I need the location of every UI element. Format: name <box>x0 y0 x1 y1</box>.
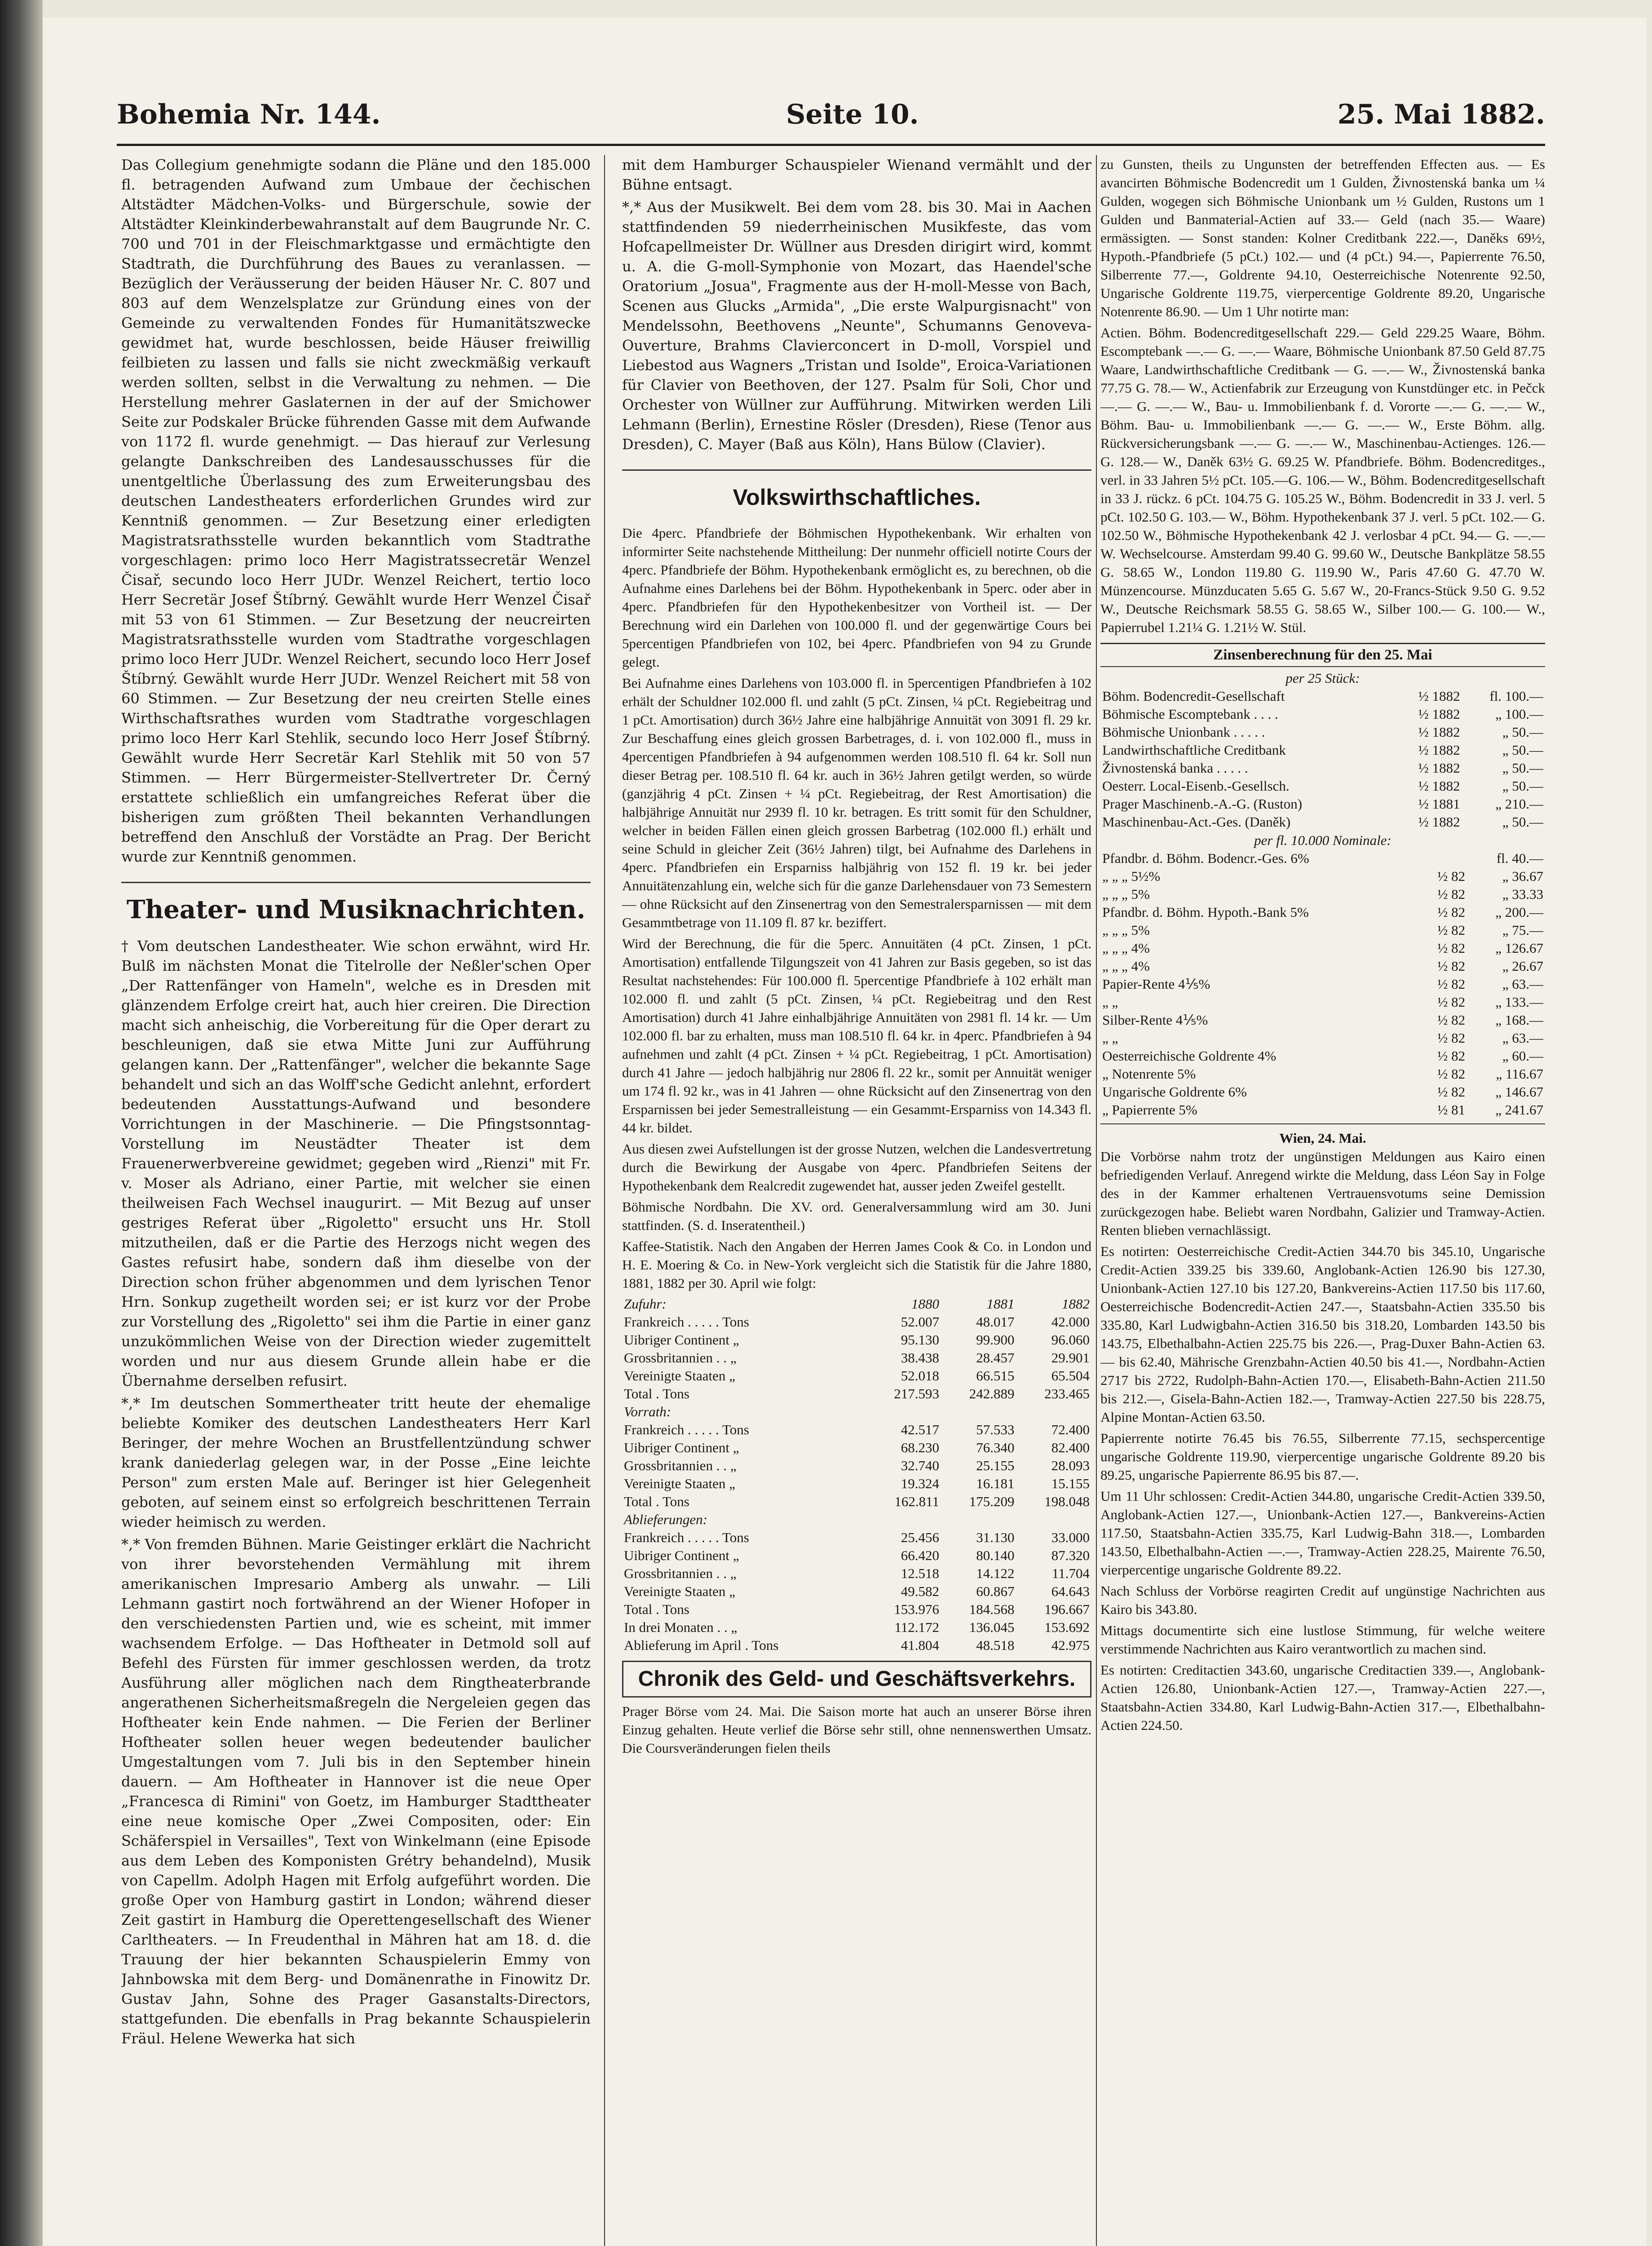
table-row <box>1100 1083 1545 1101</box>
interest-amount: „ 63.— <box>1502 976 1543 992</box>
table-row <box>622 1600 1091 1618</box>
cell-value: 52.007 <box>901 1314 940 1330</box>
cell-value: 242.889 <box>969 1386 1015 1402</box>
table-row <box>1100 759 1545 777</box>
interest-amount: „ 200.— <box>1495 904 1543 920</box>
table-row <box>622 1511 1091 1529</box>
cell-value: 95.130 <box>901 1332 940 1348</box>
security-name: „ Papierrente 5% <box>1102 1102 1197 1118</box>
security-name: Pfandbr. d. Böhm. Hypoth.-Bank 5% <box>1102 904 1309 920</box>
page-header <box>117 90 1545 139</box>
ablieferungen-rows <box>622 1529 1091 1654</box>
due-date: ½ 1882 <box>1418 778 1460 794</box>
cell-value: 184.568 <box>969 1601 1015 1617</box>
table-row <box>1100 849 1545 867</box>
prager-boerse-paragraph: Prager Börse vom 24. Mai. Die Saison morte hat auch an unserer Börse ihren Einzug gehalten. Heute verlief die Börse sehr still, ohne nennenswerthen Umsatz. Die Coursveränderungen fielen theils <box>622 1703 1091 1756</box>
row-label: Vereinigte Staaten „ <box>624 1368 735 1384</box>
table-row <box>622 1421 1091 1439</box>
security-name: „ „ „ 5% <box>1102 922 1150 938</box>
final-quotes-paragraph: Es notirten: Creditactien 343.60, ungarische Creditactien 339.—, Anglobank-Actien 126.80, Unionbank-Actien 127.—, Tramway-Actien 227.—, Staatsbahn-Actien 334.80, Karl Ludwig-Bahn-Actien 317.—, Elbethalbahn-Actien 224.50. <box>1100 1662 1545 1733</box>
interest-amount: „ 210.— <box>1495 796 1543 812</box>
theater-section-heading: Theater- und Musiknachrichten. <box>121 882 591 925</box>
table-row <box>1100 993 1545 1011</box>
table-row <box>1100 939 1545 957</box>
table-row <box>1100 741 1545 759</box>
coffee-statistics-table <box>622 1295 1091 1654</box>
table-row <box>1100 777 1545 795</box>
due-date <box>1419 849 1467 867</box>
nach-schluss-paragraph: Nach Schluss der Vorbörse reagirten Credit auf ungünstige Nachrichten aus Kairo bis 343.80. <box>1100 1583 1545 1617</box>
boerse-continuation-paragraph: zu Gunsten, theils zu Ungunsten der betreffenden Effecten aus. — Es avancirten Böhmische Bodencredit um 1 Gulden, Živnostenská banka um ¼ Gulden, wogegen sich Böhmische Unionbank um ½ Gulden, Rustons um 1 Gulden und Banmaterial-Actien auf 33.— Geld (nach 35.— Waare) ermässigten. — Sonst standen: Kolner Creditbank 222.—, Daněks 69½, Hypoth.-Pfandbriefe (5 pCt.) 102.— und (4 pCt.) 94.—, Papierrente 76.50, Silberrente 77.—, Goldrente 94.10, Oesterreichische Notenrente 92.50, Ungarische Goldrente 119.75, vierpercentige Goldrente 89.20, Ungarische Notenrente 86.90. — Um 1 Uhr notirte man: <box>1100 156 1545 319</box>
security-name: „ „ „ 5½% <box>1102 868 1161 884</box>
table-row <box>622 1547 1091 1565</box>
interest-amount: „ 50.— <box>1502 778 1543 794</box>
cell-value: 25.155 <box>976 1458 1015 1473</box>
security-name: Ungarische Goldrente 6% <box>1102 1084 1247 1100</box>
divider <box>1100 1123 1545 1124</box>
security-name: Oesterr. Local-Eisenb.-Gesellsch. <box>1102 778 1290 794</box>
table-row <box>1100 1047 1545 1065</box>
berechnung-paragraph: Wird der Berechnung, die für die 5perc. Annuitäten (4 pCt. Zinsen, 1 pCt. Amortisation) entfallende Tilgungszeit von 41 Jahren zur Basis gegeben, so ist das Resultat nachstehendes: Für 100.000 fl. 5percentige Pfandbriefe à 102 erhält man 102.000 fl. und zahlt (5 pCt. Zinsen, ¼ pCt. Regiebeitrag und den Rest Amortisation) durch 41 Jahre einhalbjährige Annuitäten von 2981 fl. 14 kr. — Um 102.000 fl. bar zu erhalten, muss man 108.510 fl. 64 kr. in 4perc. Pfandbriefen à 94 aufnehmen und zahlt (4 pCt. Zinsen + ¼ pCt. Regiebeitrag, 1 pCt. Amortisation) durch 41 Jahre — jedoch halbjährig nur 2806 fl. 22 kr., somit per Annuität weniger um 174 fl. 92 kr., was in 41 Jahren — ohne Rücksicht auf den Zinsenertrag von den Ersparnissen bei jeder Semestralleistung — ein Gesammt-Ersparniss von 14.343 fl. 44 kr. bildet. <box>622 936 1091 1136</box>
security-name: „ „ „ 4% <box>1102 958 1150 974</box>
due-date: ½ 82 <box>1437 1066 1466 1082</box>
cell-value: 233.465 <box>1044 1386 1090 1402</box>
security-name: „ „ „ 4% <box>1102 940 1150 956</box>
interest-amount: „ 168.— <box>1495 1012 1543 1028</box>
vorrath-label: Vorrath: <box>624 1404 671 1419</box>
schluss-paragraph: Um 11 Uhr schlossen: Credit-Actien 344.80, ungarische Credit-Actien 339.50, Anglobank-Actien 127.—, Unionbank-Actien 127.—, Bankvereins-Actien 117.50, Staatsbahn-Actien 335.75, Karl Ludwig-Bahn 318.—, Lombarden 143.50, Elbethalbahn-Actien —.—, Tramway-Actien 228.25, Mairente 76.50, vierpercentige ungarische Goldrente 89.22. <box>1100 1488 1545 1578</box>
due-date: ½ 82 <box>1437 1048 1466 1064</box>
cell-value: 41.804 <box>901 1637 940 1653</box>
row-label: Uibriger Continent „ <box>624 1547 739 1563</box>
table-row <box>622 1493 1091 1511</box>
row-label: In drei Monaten . . „ <box>624 1619 738 1635</box>
due-date: ½ 1882 <box>1418 814 1460 830</box>
table-row <box>622 1439 1091 1457</box>
interest-amount: „ 50.— <box>1502 724 1543 740</box>
table-row <box>622 1583 1091 1600</box>
zinsen-heading: Zinsenberechnung für den 25. Mai <box>1100 643 1545 667</box>
row-label: Ablieferung im April . Tons <box>624 1637 779 1653</box>
table-row <box>1100 1065 1545 1083</box>
row-label: Total . Tons <box>624 1494 689 1509</box>
cell-value: 28.093 <box>1051 1458 1090 1473</box>
due-date: ½ 1882 <box>1418 706 1460 722</box>
kaffee-paragraph: Kaffee-Statistik. Nach den Angaben der Herren James Cook & Co. in London und H. E. Moering & Co. in New-York vergleicht sich die Statistik für die Jahre 1880, 1881, 1882 per 30. April wie folgt: <box>622 1238 1091 1291</box>
page-number: Seite 10. <box>786 99 919 130</box>
table-row <box>1100 705 1545 723</box>
table-row <box>622 1636 1091 1654</box>
interest-amount: „ 116.67 <box>1496 1066 1543 1082</box>
security-name: Böhm. Bodencredit-Gesellschaft <box>1102 688 1285 704</box>
ablieferungen-label: Ablieferungen: <box>624 1512 707 1527</box>
interest-amount: „ 100.— <box>1495 706 1543 722</box>
row-label: Total . Tons <box>624 1601 689 1617</box>
table-row <box>1100 813 1545 831</box>
year-header: 1882 <box>1062 1296 1090 1312</box>
cell-value: 15.155 <box>1051 1476 1090 1491</box>
darlehen-paragraph: Bei Aufnahme eines Darlehens von 103.000 fl. in 5percentigen Pfandbriefen à 102 erhält der Schuldner 102.000 fl. und zahlt (5 pCt. Zinsen, ¼ pCt. Regiebeitrag und 1 pCt. Amortisation) durch 36½ Jahre eine halbjährige Annuität von 3091 fl. 29 kr. Zur Beschaffung eines gleich grossen Barbetrages, d. i. von 102.000 fl., muss in 4percentigen Pfandbriefen à 94 aufgenommen werden 108.510 fl. 64 kr. Soll nun dieser Betrag per. 108.510 fl. 64 kr. auch in 36½ Jahren getilgt werden, so würde (ganzjährig 4 pCt. Zinsen + ¼ pCt. Regiebeitrag, der Rest Amortisation) die halbjährige Annuität nur 2939 fl. 10 kr. betragen. Es tritt somit für den Schuldner, welcher in beiden Fällen einen gleich grossen Barbetrag (102.000 fl.) erhält und seine Schuld in gleicher Zeit (36½ Jahren) tilgt, bei Aufnahme des Darlehens in 4perc. Pfandbriefen ein Ersparniss halbjährig von 152 fl. 19 kr. bei jeder Annuitätenzahlung ein, welche sich für die ganze Darlehensdauer von 73 Semestern — ohne Rücksicht auf den Zinsenertrag von den Semestralersparnissen — mit dem Gesammtbetrage von 11.109 fl. 87 kr. beziffert. <box>622 675 1091 930</box>
security-name: Oesterreichische Goldrente 4% <box>1102 1048 1277 1064</box>
due-date: ½ 82 <box>1437 1030 1466 1046</box>
cell-value: 42.975 <box>1051 1637 1090 1653</box>
header-rule <box>117 144 1545 146</box>
column-3 <box>1100 155 1545 2246</box>
cell-value: 48.518 <box>976 1637 1015 1653</box>
cell-value: 136.045 <box>969 1619 1015 1635</box>
cell-value: 96.060 <box>1051 1332 1090 1348</box>
chronik-section-heading: Chronik des Geld- und Geschäftsverkehrs. <box>622 1661 1091 1698</box>
column-1 <box>121 155 591 2246</box>
fremde-buehnen-paragraph: *,* Von fremden Bühnen. Marie Geistinger erklärt die Nachricht von ihrer bevorstehenden Vermählung mit ihrem amerikanischen Impresario Amberg als unwahr. — Lili Lehmann gastirt noch fortwährend an der Wiener Hofoper in den verschiedensten Partien und, wie es scheint, mit immer wachsendem Erfolge. — Das Hoftheater in Detmold soll auf Befehl des Fürsten für immer geschlossen werden, da trotz Ausführung aller möglichen nach dem Ringtheaterbrande angerathenen Sicherheitsmaßregeln die Nergeleien gegen das Hoftheater kein Ende nahmen. — Die Ferien der Berliner Hoftheater sollen heuer wegen bedeutender baulicher Umgestaltungen vom 7. Juli bis in den September hinein dauern. — Am Hoftheater in Hannover ist die neue Oper „Francesca di Rimini" von Goetz, im Hamburger Stadttheater eine neue komische Oper „Zwei Compositen, oder: Ein Schäferspiel in Versailles", Text von Winkelmann (eine Episode aus dem Leben des Komponisten Grétry behandelnd), Musik von Capellm. Adolph Hagen mit Erfolg aufgeführt worden. Die große Oper von Hamburg gastirt in London; während dieser Zeit gastirt in Hamburg die Operettengesellschaft des Wiener Carltheaters. — In Freudenthal in Mähren hat am 18. d. die Trauung der hier bekannten Schauspielerin Emmy von Jahnbowska mit dem Berg- und Domänenrathe in Finowitz Dr. Gustav Jahn, Sohne des Prager Gasanstalts-Directors, stattgefunden. Die ebenfalls in Prag bekannte Schauspielerin Fräul. Helene Wewerka hat sich <box>121 1536 591 2047</box>
interest-amount: „ 146.67 <box>1495 1084 1543 1100</box>
council-report-paragraph: Das Collegium genehmigte sodann die Pläne und den 185.000 fl. betragenden Aufwand zum Umbaue der čechischen Altstädter Mädchen-Volks- und Bürgerschule, sowie der Altstädter Kleinkinderbewahranstalt auf dem Baugrunde Nr. C. 700 und 701 in der Fleischmarktgasse und ermächtigte den Stadtrath, die Durchführung des Baues zu veranlassen. — Bezüglich der Veräusserung der beiden Häuser Nr. C. 807 und 803 auf dem Wenzelsplatze zur Gründung eines von der Gemeinde zu verwaltenden Fondes für Humanitätszwecke gewidmet hat, wurde beschlossen, beide Häuser freiwillig feilbieten zu lassen und falls sie nicht zweckmäßig verkauft werden sollten, selbst in die Verwaltung zu nehmen. — Die Herstellung mehrer Gaslaternen in der auf der Smichower Seite zur Podskaler Brücke führenden Gasse mit dem Aufwande von 1172 fl. wurde genehmigt. — Das hierauf zur Verlesung gelangte Dankschreiben des Landesausschusses für die unentgeltliche Überlassung des zum Erweiterungsbau des deutschen Landestheaters erforderlichen Grundes wird zur Kenntniß genommen. — Zur Besetzung einer erledigten Magistratsrathsstelle wurden bekanntlich vom Stadtrathe vorgeschlagen: primo loco Herr Magistratssecretär Wenzel Čisař, secundo loco Herr JUDr. Wenzel Reichert, tertio loco Herr Secretär Josef Štíbrný. Gewählt wurde Herr Wenzel Čisař mit 53 von 61 Stimmen. — Zur Besetzung der neucreirten Magistratsrathsstelle wurden vom Stadtrathe vorgeschlagen primo loco Herr JUDr. Wenzel Reichert, secundo loco Herr Josef Štíbrný. Gewählt wurde Herr JUDr. Wenzel Reichert mit 58 von 60 Stimmen. — Zur Besetzung der neu creirten Stelle eines Wirthschaftsrathes wurden vom Stadtrathe vorgeschlagen primo loco Herr Karl Stehlik, secundo loco Herr Josef Štíbrný. Gewählt wurde Herr Secretär Karl Stehlik mit 50 von 57 Stimmen. — Herr Bürgermeister-Stellvertreter Dr. Černý erstattete schließlich ein umfangreiches Referat über die bisherigen zum größten Theil bekannten Verhandlungen betreffend den Anschluß der Vorstädte an Prag. Der Bericht wurde zur Kenntniß genommen. <box>121 156 591 865</box>
cell-value: 76.340 <box>976 1440 1015 1455</box>
cell-value: 42.517 <box>901 1422 940 1437</box>
interest-amount: „ 26.67 <box>1502 958 1543 974</box>
cell-value: 198.048 <box>1044 1494 1090 1509</box>
sommertheater-paragraph: *,* Im deutschen Sommertheater tritt heute der ehemalige beliebte Komiker des deutschen Landestheaters Herr Karl Beringer, der mehre Wochen an Brustfellentzündung schwer krank daniederlag gelegen war, in der Posse „Eine leichte Person" zum ersten Male auf. Beringer ist hier Gelegenheit geboten, auf seinem einst so erfolgreich beschrittenen Terrain wieder heimisch zu werden. <box>121 1395 591 1530</box>
zinsen-table-nominale <box>1100 849 1545 1119</box>
notirten-paragraph: Es notirten: Oesterreichische Credit-Actien 344.70 bis 345.10, Ungarische Credit-Actien 339.25 bis 339.60, Anglobank-Actien 126.90 bis 127.30, Unionbank-Actien 127.10 bis 127.20, Bankvereins-Actien 117.50 bis 117.60, Oesterreichische Bodencredit-Actien 247.—, Staatsbahn-Actien 335.50 bis 335.80, Karl Ludwigbahn-Actien 316.50 bis 318.20, Lombarden 143.50 bis 143.75, Elbethalbahn-Actien 225.75 bis 226.—, Prag-Duxer Bahn-Actien 63.— bis 62.40, Mährische Grenzbahn-Actien 40.50 bis 41.—, Nordbahn-Actien 2717 bis 2722, Rudolph-Bahn-Actien 170.—, Elisabeth-Bahn-Actien 211.50 bis 212.—, Gisela-Bahn-Actien 182.—, Tramway-Actien 227.50 bis 228.75, Alpine Montan-Actien 63.50. <box>1100 1243 1545 1425</box>
cell-value: 66.515 <box>976 1368 1015 1384</box>
security-name: Landwirthschaftliche Creditbank <box>1102 742 1286 758</box>
interest-amount: „ 50.— <box>1502 814 1543 830</box>
table-row <box>1100 975 1545 993</box>
wien-heading: Wien, 24. Mai. <box>1279 1130 1366 1146</box>
cell-value: 162.811 <box>894 1494 940 1509</box>
actien-quotes-paragraph: Actien. Böhm. Bodencreditgesellschaft 229.— Geld 229.25 Waare, Böhm. Escomptebank —.— G. —.— Waare, Böhmische Unionbank 87.50 Geld 87.75 Waare, Landwirthschaftliche Creditbank — G. —.— W., Živnostenská banka 77.75 G. 78.— W., Actienfabrik zur Erzeugung von Kunstdünger etc. in Pečck —.— G. —.— W., Bau- u. Immobilienbank f. d. Vororte —.— G. —.— W., Böhm. Bau- u. Immobilienbank —.— G. —.— W., Erste Böhm. allg. Rückversicherungsbank —.— G. —.— W., Maschinenbau-Actienges. 126.— G. 128.— W., Daněk 63½ G. 69.25 W. Pfandbriefe. Böhm. Bodencreditges., verl. in 33 Jahren 5½ pCt. 105.—G. 106.— W., Böhm. Bodencreditgesellschaft in 33 J. rückz. 6 pCt. 104.75 G. 105.25 W., Böhm. Bodencredit in 33 J. verl. 5 pCt. 102.50 G. 103.— W., Böhm. Hypothekenbank 37 J. verl. 5 pCt. 102.— G. 102.50 W., Böhmische Hypothekenbank 42 J. verlosbar 4 pCt. 94.— G. —.— W. Wechselcourse. Amsterdam 99.40 G. 99.60 W., Deutsche Bankplätze 58.55 G. 58.65 W., London 119.80 G. 119.90 W., Paris 47.60 G. 47.70 W. Münzencourse. Münzducaten 5.65 G. 5.67 W., 20-Francs-Stück 9.50 G. 9.52 W., Deutsche Reichsmark 58.55 G. 58.65 W., Silber 100.— G. 100.— W., Papierrubel 1.21¼ G. 1.21½ W. Stül. <box>1100 325 1545 635</box>
table-row <box>1100 687 1545 705</box>
masthead-issue: Bohemia Nr. 144. <box>117 99 381 130</box>
vorboerse-paragraph: Die Vorbörse nahm trotz der ungünstigen Meldungen aus Kairo einen befriedigenden Verlauf. Anregend wirkte die Meldung, dass Léon Say in Folge des in der Kammer erhaltenen Vertrauensvotums seine Demission zurückgezogen habe. Beliebt waren Nordbahn, Galizier und Tramway-Actien. Renten blieben vernachlässigt. <box>1100 1149 1545 1238</box>
security-name: Silber-Rente 4⅕% <box>1102 1012 1208 1028</box>
interest-amount: „ 133.— <box>1495 994 1543 1010</box>
cell-value: 42.000 <box>1051 1314 1090 1330</box>
column-rule-2 <box>1096 155 1097 2246</box>
security-name: Pfandbr. d. Böhm. Bodencr.-Ges. 6% <box>1102 850 1309 866</box>
zinsen-subheading-nominale: per fl. 10.000 Nominale: <box>1254 832 1391 848</box>
cell-value: 175.209 <box>969 1494 1015 1509</box>
interest-amount: „ 63.— <box>1502 1030 1543 1046</box>
table-row <box>1100 957 1545 975</box>
row-label: Uibriger Continent „ <box>624 1332 739 1348</box>
interest-amount: „ 60.— <box>1502 1048 1543 1064</box>
security-name: „ „ <box>1102 994 1118 1010</box>
nordbahn-paragraph: Böhmische Nordbahn. Die XV. ord. Generalversammlung wird am 30. Juni stattfinden. (S. d. Inseratentheil.) <box>622 1199 1091 1233</box>
interest-amount: „ 241.67 <box>1495 1102 1543 1118</box>
cell-value: 196.667 <box>1044 1601 1090 1617</box>
book-spine <box>0 0 43 2246</box>
table-row <box>1100 885 1545 903</box>
zufuhr-label: Zufuhr: <box>624 1296 667 1312</box>
interest-amount: „ 126.67 <box>1495 940 1543 956</box>
security-name: Prager Maschinenb.-A.-G. (Ruston) <box>1102 796 1303 812</box>
cell-value: 80.140 <box>976 1547 1015 1563</box>
interest-amount: fl. 100.— <box>1489 688 1543 704</box>
interest-amount: „ 33.33 <box>1502 886 1543 902</box>
cell-value: 32.740 <box>901 1458 940 1473</box>
row-label: Vereinigte Staaten „ <box>624 1476 735 1491</box>
cell-value: 14.122 <box>976 1565 1015 1581</box>
due-date: ½ 82 <box>1437 1084 1466 1100</box>
security-name: Böhmische Unionbank . . . . . <box>1102 724 1265 740</box>
row-label: Frankreich . . . . . Tons <box>624 1530 749 1545</box>
cell-value: 153.976 <box>894 1601 940 1617</box>
cell-value: 72.400 <box>1051 1422 1090 1437</box>
table-row <box>622 1529 1091 1547</box>
landestheater-paragraph: † Vom deutschen Landestheater. Wie schon erwähnt, wird Hr. Bulß im nächsten Monat die Titelrolle der Neßler'schen Oper „Der Rattenfänger von Hameln", welche es in Dresden mit glänzendem Erfolge creirt hat, auch hier creiren. Die Direction macht sich anheischig, die Vorbereitung für die Oper derart zu beschleunigen, daß sie etwa Mitte Juni zur Aufführung gelangen kann. Der „Rattenfänger", welcher die bekannte Sage behandelt und sich an das Wolff'sche Gedicht anlehnt, erfordert bedeutenden Ausstattungs-Aufwand und besondere Vorrichtungen in der Maschinerie. — Die Pfingstsonntag-Vorstellung im Neustädter Theater ist dem Frauenerwerbvereine gewidmet; gegeben wird „Rienzi" mit Fr. v. Moser als Adriano, einer Partie, mit welcher sie einen theilweisen Fach Wechsel inaugurirt. — Mit Bezug auf unser gestriges Referat über „Rigoletto" ersucht uns Hr. Stoll mitzutheilen, daß er die Partie des Herzogs nicht wegen des Gastes refusirt habe, sondern daß ihm dieselbe von der Direction schon früher abgenommen und dem lyrischen Tenor Hrn. Sonkup zugetheilt worden sei; er ist kurz vor der Probe zur Vorstellung des „Rigoletto" sei ihm die Partie in einer ganz unzukömmlichen Weise von der Direction wieder zugemittelt worden und nur aus diesem Grunde allein habe er die Übernahme derselben refusirt. <box>121 937 591 1389</box>
table-row <box>622 1313 1091 1331</box>
due-date: ½ 1882 <box>1418 742 1460 758</box>
security-name: Böhmische Escomptebank . . . . <box>1102 706 1278 722</box>
cell-value: 33.000 <box>1051 1530 1090 1545</box>
due-date: ½ 1881 <box>1418 796 1460 812</box>
table-row <box>1100 1011 1545 1029</box>
interest-amount: „ 36.67 <box>1502 868 1543 884</box>
due-date: ½ 1882 <box>1418 688 1460 704</box>
cell-value: 87.320 <box>1051 1547 1090 1563</box>
zinsen-table-stueck <box>1100 687 1545 831</box>
interest-amount: „ 50.— <box>1502 760 1543 776</box>
table-row <box>1100 903 1545 921</box>
due-date: ½ 1882 <box>1418 724 1460 740</box>
security-name: Živnostenská banka . . . . . <box>1102 760 1248 776</box>
cell-value: 82.400 <box>1051 1440 1090 1455</box>
table-row <box>622 1385 1091 1403</box>
row-label: Vereinigte Staaten „ <box>624 1583 735 1599</box>
cell-value: 57.533 <box>976 1422 1015 1437</box>
due-date: ½ 82 <box>1437 904 1466 920</box>
due-date: ½ 81 <box>1437 1102 1466 1118</box>
musikwelt-paragraph: *,* Aus der Musikwelt. Bei dem vom 28. bis 30. Mai in Aachen stattfindenden 59 niederrheinischen Musikfeste, das vom Hofcapellmeister Dr. Wüllner aus Dresden dirigirt wird, kommt u. A. die G-moll-Symphonie von Mozart, das Haendel'sche Oratorium „Josua", Fragmente aus der H-moll-Messe von Bach, Scenen aus Glucks „Armida", „Die erste Walpurgisnacht" von Mendelssohn, Beethovens „Neunte", Schumanns Genoveva-Ouverture, Brahms Clavierconcert in D-moll, Vorspiel und Liebestod aus Wagners „Tristan und Isolde", Eroica-Variationen für Clavier von Beethoven, der 127. Psalm für Soli, Chor und Orchester von Wüllner zur Aufführung. Mitwirken werden Lili Lehmann (Berlin), Ernestine Rösler (Dresden), Riese (Tenor aus Dresden), C. Mayer (Baß aus Köln), Hans Bülow (Clavier). <box>622 199 1091 453</box>
due-date: ½ 1882 <box>1418 760 1460 776</box>
renten-paragraph: Papierrente notirte 76.45 bis 76.55, Silberrente 77.15, sechspercentige ungarische Goldrente 119.90, vierpercentige ungarische Goldrente 89.20 bis 89.25, ungarische Papierrente 86.95 bis 87.—. <box>1100 1430 1545 1483</box>
table-row <box>622 1475 1091 1493</box>
continuation-paragraph: mit dem Hamburger Schauspieler Wienand vermählt und der Bühne entsagt. <box>622 156 1091 193</box>
table-row <box>1100 1101 1545 1119</box>
row-label: Frankreich . . . . . Tons <box>624 1314 749 1330</box>
row-label: Uibriger Continent „ <box>624 1440 739 1455</box>
cell-value: 217.593 <box>894 1386 940 1402</box>
security-name: „ Notenrente 5% <box>1102 1066 1196 1082</box>
cell-value: 16.181 <box>976 1476 1015 1491</box>
pfandbriefe-paragraph: Die 4perc. Pfandbriefe der Böhmischen Hypothekenbank. Wir erhalten von informirter Seite nachstehende Mittheilung: Der nunmehr officiell notirte Cours der 4perc. Pfandbriefe der Böhm. Hypothekenbank ermöglicht es, zu berechnen, ob die Aufnahme eines Darlehens bei der Böhm. Hypothekenbank in 5perc. oder aber in 4perc. Pfandbriefen für den Hypothekenbesitzer von Vortheil ist. — Der Berechnung wird ein Darlehen von 100.000 fl. und der gegenwärtige Cours bei 5percentigen Pfandbriefen von 102, bei 4perc. Pfandbriefen von 94 zu Grunde gelegt. <box>622 525 1091 670</box>
cell-value: 28.457 <box>976 1350 1015 1366</box>
table-row <box>622 1295 1091 1313</box>
cell-value: 12.518 <box>901 1565 940 1581</box>
table-row <box>1100 921 1545 939</box>
cell-value: 29.901 <box>1051 1350 1090 1366</box>
due-date: ½ 82 <box>1437 922 1466 938</box>
due-date: ½ 82 <box>1437 1012 1466 1028</box>
cell-value: 99.900 <box>976 1332 1015 1348</box>
row-label: Grossbritannien . . „ <box>624 1458 737 1473</box>
issue-date: 25. Mai 1882. <box>1337 99 1545 130</box>
interest-amount: „ 50.— <box>1502 742 1543 758</box>
cell-value: 64.643 <box>1051 1583 1090 1599</box>
cell-value: 65.504 <box>1051 1368 1090 1384</box>
cell-value: 48.017 <box>976 1314 1015 1330</box>
table-row <box>622 1403 1091 1421</box>
due-date: ½ 82 <box>1437 868 1466 884</box>
nutzen-paragraph: Aus diesen zwei Aufstellungen ist der grosse Nutzen, welchen die Landesvertretung durch die Bewirkung der Ausgabe von 4perc. Pfandbriefen Seitens der Hypothekenbank dem Realcredit zugewendet hat, ausser jeden Zweifel gestellt. <box>622 1141 1091 1194</box>
cell-value: 60.867 <box>976 1583 1015 1599</box>
row-label: Total . Tons <box>624 1386 689 1402</box>
table-row <box>1100 867 1545 885</box>
security-name: „ „ „ 5% <box>1102 886 1150 902</box>
cell-value: 19.324 <box>901 1476 940 1491</box>
table-row <box>622 1457 1091 1475</box>
interest-amount: fl. 40.— <box>1496 850 1543 866</box>
table-row <box>622 1367 1091 1385</box>
zufuhr-rows <box>622 1313 1091 1403</box>
due-date: ½ 82 <box>1437 994 1466 1010</box>
cell-value: 25.456 <box>901 1530 940 1545</box>
due-date: ½ 82 <box>1437 976 1466 992</box>
column-2 <box>622 155 1091 2246</box>
cell-value: 38.438 <box>901 1350 940 1366</box>
due-date: ½ 82 <box>1437 886 1466 902</box>
cell-value: 49.582 <box>901 1583 940 1599</box>
cell-value: 66.420 <box>901 1547 940 1563</box>
cell-value: 112.172 <box>894 1619 940 1635</box>
zinsen-subheading-stueck: per 25 Stück: <box>1285 670 1360 686</box>
security-name: Papier-Rente 4⅕% <box>1102 976 1210 992</box>
cell-value: 52.018 <box>901 1368 940 1384</box>
cell-value: 153.692 <box>1044 1619 1090 1635</box>
vorrath-rows <box>622 1421 1091 1511</box>
year-header: 1881 <box>986 1296 1015 1312</box>
table-row <box>622 1349 1091 1367</box>
cell-value: 11.704 <box>1051 1565 1090 1581</box>
table-row <box>1100 1029 1545 1047</box>
table-row <box>622 1618 1091 1636</box>
due-date: ½ 82 <box>1437 940 1466 956</box>
row-label: Grossbritannien . . „ <box>624 1565 737 1581</box>
security-name: Maschinenbau-Act.-Ges. (Daněk) <box>1102 814 1291 830</box>
table-row <box>622 1331 1091 1349</box>
row-label: Frankreich . . . . . Tons <box>624 1422 749 1437</box>
cell-value: 68.230 <box>901 1440 940 1455</box>
table-row <box>1100 795 1545 813</box>
interest-amount: „ 75.— <box>1502 922 1543 938</box>
table-row <box>622 1565 1091 1583</box>
column-rule-1 <box>604 155 605 2246</box>
economy-section-heading: Volkswirthschaftliches. <box>622 469 1091 513</box>
table-row <box>1100 723 1545 741</box>
cell-value: 31.130 <box>976 1530 1015 1545</box>
year-header: 1880 <box>911 1296 940 1312</box>
mittags-paragraph: Mittags documentirte sich eine lustlose Stimmung, für welche weitere verstimmende Nachrichten aus Kairo verantwortlich zu machen sind. <box>1100 1623 1545 1657</box>
security-name: „ „ <box>1102 1030 1118 1046</box>
due-date: ½ 82 <box>1437 958 1466 974</box>
row-label: Grossbritannien . . „ <box>624 1350 737 1366</box>
